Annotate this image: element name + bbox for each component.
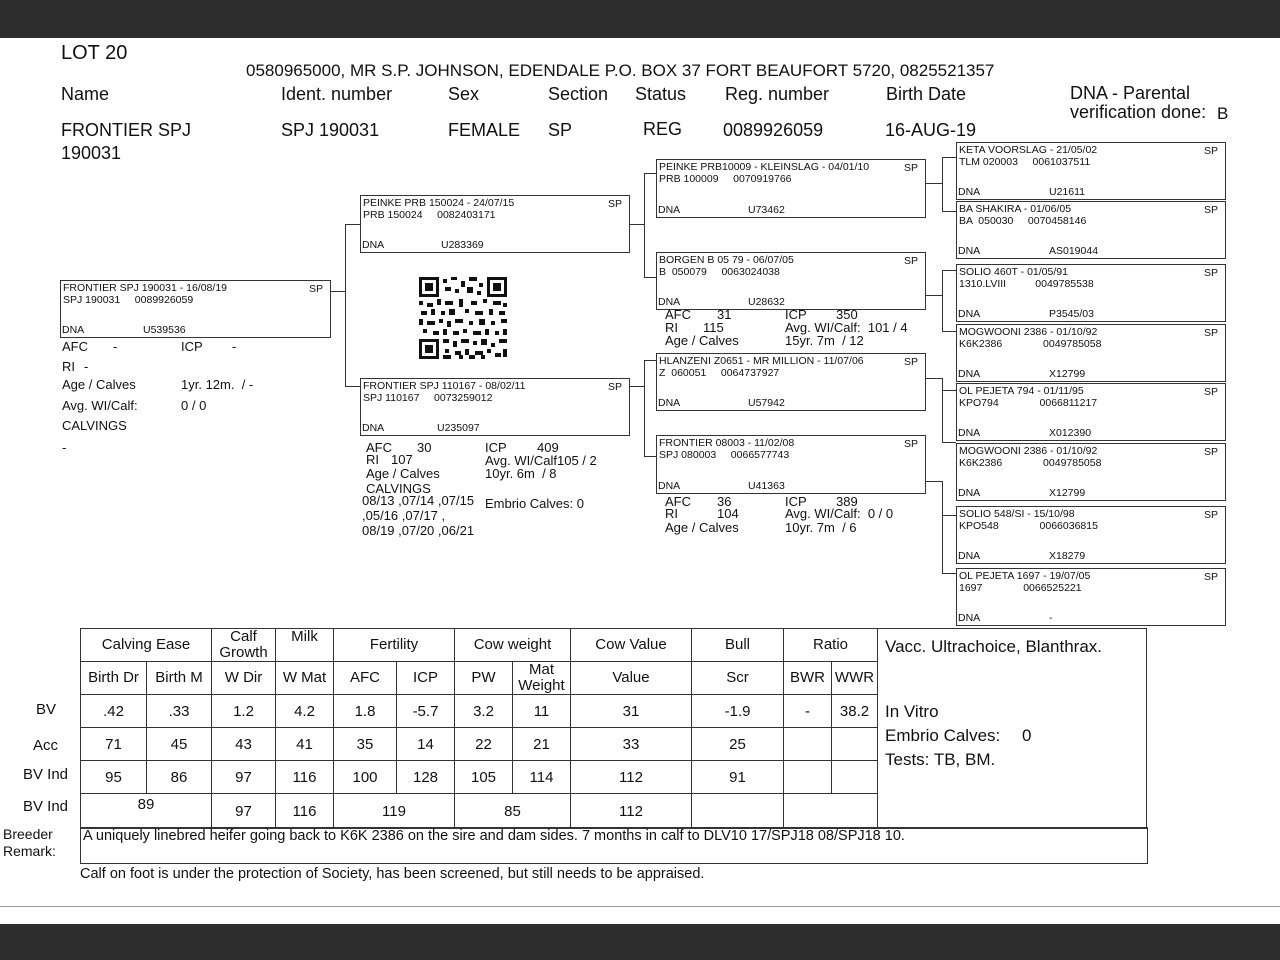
dam-wi: Avg. WI/Calf105 / 2	[485, 453, 597, 468]
table-cell: 11	[513, 695, 571, 728]
bv-table	[80, 628, 878, 829]
dd-age-value: 10yr. 7m / 6	[785, 520, 857, 535]
table-cell: 35	[334, 728, 397, 761]
pedigree-dd-dna-label: DNA	[658, 480, 681, 492]
table-cell: 21	[513, 728, 571, 761]
lot-title: LOT 20	[61, 42, 128, 64]
col-header: AFC	[334, 662, 397, 695]
g3-dna-value: AS019044	[1049, 245, 1099, 257]
table-cell: 33	[571, 728, 692, 761]
g3-reg: KPO794 0066811217	[959, 397, 1098, 409]
g3-dna-label: DNA	[958, 186, 981, 198]
group-header: Cow Value	[571, 629, 692, 662]
dam-age-value: 10yr. 6m / 8	[485, 466, 557, 481]
col-header: W Mat	[276, 662, 334, 695]
header-dna-2: verification done:	[1070, 102, 1207, 122]
animal-sex: FEMALE	[448, 120, 521, 140]
pedigree-ds-reg: Z 060051 0064737927	[659, 367, 780, 379]
g3-sp: SP	[1203, 204, 1218, 216]
self-age-label: Age / Calves	[62, 377, 136, 392]
g3-reg: KPO548 0066036815	[959, 520, 1098, 532]
pedigree-ds-head: HLANZENI Z0651 - MR MILLION - 11/07/06	[659, 355, 864, 367]
table-row-acc	[81, 728, 878, 761]
g3-sp: SP	[1203, 145, 1218, 157]
col-header: Scr	[692, 662, 784, 695]
table-cell: .33	[147, 695, 212, 728]
pedigree-ss-box	[656, 159, 926, 218]
pedigree-ss-head: PEINKE PRB10009 - KLEINSLAG - 04/01/10	[659, 161, 870, 173]
header-section: Section	[548, 84, 609, 104]
pedigree-dd-box	[656, 435, 926, 494]
group-header: Cow weight	[455, 629, 571, 662]
pedigree-self-head: FRONTIER SPJ 190031 - 16/08/19	[63, 282, 227, 294]
pedigree-g3-box	[956, 506, 1226, 564]
table-cell	[692, 794, 784, 829]
self-afc-value: -	[113, 339, 118, 354]
table-cell: 14	[397, 728, 455, 761]
sd-afc-label: AFC	[665, 307, 691, 322]
pedigree-g3-box	[956, 142, 1226, 200]
col-header: PW	[455, 662, 513, 695]
dd-ri-label: RI	[665, 506, 678, 521]
col-header: BWR	[784, 662, 832, 695]
table-group-row	[81, 629, 878, 662]
pedigree-sire-reg: PRB 150024 0082403171	[363, 209, 496, 221]
pedigree-sire-sp: SP	[607, 198, 622, 210]
table-cell: 112	[571, 794, 692, 829]
g3-sp: SP	[1203, 267, 1218, 279]
self-wi-value: 0 / 0	[181, 398, 207, 413]
self-age-value: 1yr. 12m. / -	[181, 377, 254, 392]
g3-head: MOGWOONI 2386 - 01/10/92	[959, 326, 1098, 338]
header-birth: Birth Date	[886, 84, 967, 104]
table-cell: 97	[212, 761, 276, 794]
dd-icp-value: 389	[836, 494, 858, 509]
dam-age-label: Age / Calves	[366, 466, 440, 481]
col-header: Birth Dr	[81, 662, 147, 695]
table-cell	[784, 728, 832, 761]
table-cell: 91	[692, 761, 784, 794]
pedigree-ds-dna-value: U57942	[748, 397, 785, 409]
top-bar	[0, 0, 1280, 38]
pedigree-ss-dna-label: DNA	[658, 204, 681, 216]
pedigree-ds-dna-label: DNA	[658, 397, 681, 409]
owner-line: 0580965000, MR S.P. JOHNSON, EDENDALE P.O. BOX 37 FORT BEAUFORT 5720, 0825521357	[246, 61, 995, 80]
group-header: Milk	[276, 629, 334, 662]
g3-dna-label: DNA	[958, 550, 981, 562]
pedigree-dd-head: FRONTIER 08003 - 11/02/08	[659, 437, 795, 449]
g3-sp: SP	[1203, 571, 1218, 583]
dam-embrio: Embrio Calves: 0	[485, 496, 584, 511]
pedigree-dd-dna-value: U41363	[748, 480, 785, 492]
g3-reg: TLM 020003 0061037511	[959, 156, 1091, 168]
self-icp-label: ICP	[181, 339, 203, 354]
pedigree-dam-sp: SP	[607, 381, 622, 393]
sd-icp-value: 350	[836, 307, 858, 322]
pedigree-sd-head: BORGEN B 05 79 - 06/07/05	[659, 254, 794, 266]
self-ri-value: -	[84, 359, 89, 374]
table-cell: 86	[147, 761, 212, 794]
table-cell: 89	[81, 794, 212, 829]
dd-afc-value: 36	[717, 494, 732, 509]
dam-calvings-3: 08/19 ,07/20 ,06/21	[362, 523, 475, 538]
dam-calvings-1: 08/13 ,07/14 ,07/15	[362, 493, 475, 508]
pedigree-ds-sp: SP	[903, 356, 918, 368]
table-cell	[784, 794, 878, 829]
row-label-bv: BV	[36, 701, 57, 718]
table-cell: 31	[571, 695, 692, 728]
table-cell: 22	[455, 728, 513, 761]
animal-reg: 0089926059	[723, 120, 824, 140]
self-wi-label: Avg. WI/Calf:	[62, 398, 138, 413]
g3-reg: BA 050030 0070458146	[959, 215, 1087, 227]
table-cell: 112	[571, 761, 692, 794]
bottom-bar	[0, 924, 1280, 960]
dam-afc-label: AFC	[366, 440, 392, 455]
g3-head: MOGWOONI 2386 - 01/10/92	[959, 445, 1098, 457]
table-cell: 119	[334, 794, 455, 829]
pedigree-dam-box	[360, 378, 630, 436]
pedigree-g3-box	[956, 201, 1226, 259]
g3-sp: SP	[1203, 386, 1218, 398]
table-cell: 116	[276, 761, 334, 794]
group-header: Ratio	[784, 629, 878, 662]
dam-calvings-label: CALVINGS	[366, 481, 431, 496]
sd-age-label: Age / Calves	[665, 333, 739, 348]
g3-dna-label: DNA	[958, 427, 981, 439]
group-header: Bull	[692, 629, 784, 662]
animal-birth: 16-AUG-19	[885, 120, 977, 140]
sd-age-value: 15yr. 7m / 12	[785, 333, 864, 348]
table-cell: 1.2	[212, 695, 276, 728]
pedigree-g3-box	[956, 264, 1226, 322]
col-header: W Dir	[212, 662, 276, 695]
g3-sp: SP	[1203, 446, 1218, 458]
g3-head: SOLIO 548/SI - 15/10/98	[959, 508, 1075, 520]
col-header: Value	[571, 662, 692, 695]
pedigree-g3-box	[956, 568, 1226, 626]
table-row-bv	[81, 695, 878, 728]
qr-code	[419, 277, 507, 359]
col-header: Birth M	[147, 662, 212, 695]
pedigree-dd-reg: SPJ 080003 0066577743	[659, 449, 790, 461]
g3-reg: K6K2386 0049785058	[959, 457, 1102, 469]
table-cell: 105	[455, 761, 513, 794]
pedigree-ss-dna-value: U73462	[748, 204, 785, 216]
g3-dna-label: DNA	[958, 368, 981, 380]
dam-icp-label: ICP	[485, 440, 507, 455]
notes-vacc: Vacc. Ultrachoice, Blanthrax.	[885, 637, 1102, 656]
pedigree-g3-box	[956, 324, 1226, 382]
pedigree-sd-sp: SP	[903, 255, 918, 267]
table-cell: 128	[397, 761, 455, 794]
sd-afc-value: 31	[717, 307, 732, 322]
pedigree-sd-dna-value: U28632	[748, 296, 785, 308]
animal-dna-flag: B	[1217, 104, 1229, 123]
self-afc-label: AFC	[62, 339, 88, 354]
pedigree-self-dna-value: U539536	[143, 324, 186, 336]
table-cell: 71	[81, 728, 147, 761]
pedigree-sd-dna-label: DNA	[658, 296, 681, 308]
pedigree-self-box	[60, 280, 331, 338]
animal-status: REG	[643, 119, 683, 139]
dam-icp-value: 409	[537, 440, 559, 455]
self-calvings-value: -	[62, 440, 67, 455]
row-label-bvind: BV Ind	[23, 766, 69, 783]
g3-dna-value: X12799	[1049, 368, 1086, 380]
animal-name-2: 190031	[61, 143, 122, 163]
footer-rule	[0, 906, 1280, 907]
table-cell	[832, 761, 878, 794]
table-cell: 1.8	[334, 695, 397, 728]
notes-embrio-label: Embrio Calves:	[885, 726, 1001, 745]
g3-dna-value: X12799	[1049, 487, 1086, 499]
row-label-acc: Acc	[33, 737, 59, 754]
dd-icp-label: ICP	[785, 494, 807, 509]
g3-reg: 1697 0066525221	[959, 582, 1082, 594]
table-cell: 43	[212, 728, 276, 761]
table-cell: 3.2	[455, 695, 513, 728]
table-cell: 41	[276, 728, 334, 761]
dam-ri-value: 107	[391, 452, 413, 467]
pedigree-g3-box	[956, 383, 1226, 441]
table-cell	[784, 761, 832, 794]
group-header: Calving Ease	[81, 629, 212, 662]
table-cell: 45	[147, 728, 212, 761]
g3-dna-label: DNA	[958, 487, 981, 499]
table-cell: 100	[334, 761, 397, 794]
g3-dna-value: X18279	[1049, 550, 1086, 562]
notes-panel	[878, 628, 1147, 829]
g3-dna-value: X012390	[1049, 427, 1092, 439]
pedigree-dam-dna-value: U235097	[437, 422, 480, 434]
dam-afc-value: 30	[417, 440, 432, 455]
table-cell: -1.9	[692, 695, 784, 728]
sd-ri-value: 115	[703, 320, 724, 335]
g3-dna-label: DNA	[958, 245, 981, 257]
pedigree-sire-head: PEINKE PRB 150024 - 24/07/15	[363, 197, 515, 209]
g3-sp: SP	[1203, 327, 1218, 339]
g3-dna-label: DNA	[958, 612, 981, 624]
pedigree-dam-reg: SPJ 110167 0073259012	[363, 392, 493, 404]
g3-head: OL PEJETA 794 - 01/11/95	[959, 385, 1084, 397]
table-cell: 95	[81, 761, 147, 794]
sd-icp-label: ICP	[785, 307, 807, 322]
pedigree-dam-dna-label: DNA	[362, 422, 385, 434]
dd-ri-value: 104	[717, 506, 739, 521]
header-status: Status	[635, 84, 687, 104]
animal-ident: SPJ 190031	[281, 120, 380, 140]
table-cell: 85	[455, 794, 571, 829]
g3-head: OL PEJETA 1697 - 19/07/05	[959, 570, 1091, 582]
dd-afc-label: AFC	[665, 494, 691, 509]
self-icp-value: -	[232, 339, 237, 354]
pedigree-ds-box	[656, 353, 926, 411]
pedigree-g3-box	[956, 443, 1226, 501]
notes-embrio-value: 0	[1022, 726, 1032, 745]
table-row-bvind	[81, 761, 878, 794]
animal-name-1: FRONTIER SPJ	[61, 120, 192, 140]
table-cell: 97	[212, 794, 276, 829]
table-col-row	[81, 662, 878, 695]
table-cell: 25	[692, 728, 784, 761]
dd-wi: Avg. WI/Calf: 0 / 0	[785, 506, 894, 521]
self-ri-label: RI	[62, 359, 75, 374]
col-header: WWR	[832, 662, 878, 695]
g3-sp: SP	[1203, 509, 1218, 521]
pedigree-sd-box	[656, 252, 926, 310]
table-cell: -	[784, 695, 832, 728]
g3-dna-label: DNA	[958, 308, 981, 320]
table-cell: 116	[276, 794, 334, 829]
self-calvings-label: CALVINGS	[62, 418, 127, 433]
table-cell	[832, 728, 878, 761]
footer-note: Calf on foot is under the protection of Society, has been screened, but still needs to be appraised.	[80, 866, 705, 882]
pedigree-self-dna-label: DNA	[62, 324, 85, 336]
pedigree-ss-sp: SP	[903, 162, 918, 174]
table-cell: -5.7	[397, 695, 455, 728]
g3-reg: 1310.LVIII 0049785538	[959, 278, 1094, 290]
table-cell: 38.2	[832, 695, 878, 728]
table-row-bvind-2	[81, 794, 878, 829]
group-header: Fertility	[334, 629, 455, 662]
row-label-bvind-2: BV Ind	[23, 798, 69, 815]
g3-head: KETA VOORSLAG - 21/05/02	[959, 144, 1098, 156]
pedigree-self-reg: SPJ 190031 0089926059	[63, 294, 194, 306]
pedigree-sire-box	[360, 195, 630, 253]
sd-wi: Avg. WI/Calf: 101 / 4	[785, 320, 908, 335]
pedigree-dd-sp: SP	[903, 438, 918, 450]
col-header: Mat Weight	[513, 662, 571, 695]
pedigree-dam-head: FRONTIER SPJ 110167 - 08/02/11	[363, 380, 526, 392]
pedigree-sire-dna-value: U283369	[441, 239, 484, 251]
pedigree-sd-reg: B 050079 0063024038	[659, 266, 780, 278]
breeder-remark-text: A uniquely linebred heifer going back to K6K 2386 on the sire and dam sides. 7 months in calf to DLV10 17/SPJ18 08/SPJ18 10.	[83, 828, 905, 844]
g3-reg: K6K2386 0049785058	[959, 338, 1102, 350]
header-ident: Ident. number	[281, 84, 393, 104]
breeder-remark-label: Breeder Remark:	[3, 826, 56, 859]
g3-dna-value: -	[1049, 612, 1053, 624]
table-cell: 4.2	[276, 695, 334, 728]
animal-section: SP	[548, 120, 573, 140]
header-name: Name	[61, 84, 110, 104]
dam-ri-label: RI	[366, 452, 379, 467]
header-dna-1: DNA - Parental	[1070, 83, 1191, 103]
dd-age-label: Age / Calves	[665, 520, 739, 535]
pedigree-sire-dna-label: DNA	[362, 239, 385, 251]
dam-calvings-2: ,05/16 ,07/17 ,	[362, 508, 446, 523]
sd-ri-label: RI	[665, 320, 678, 335]
pedigree-self-sp: SP	[308, 283, 323, 295]
g3-dna-value: U21611	[1049, 186, 1086, 198]
col-header: ICP	[397, 662, 455, 695]
table-cell: 114	[513, 761, 571, 794]
notes-invitro: In Vitro	[885, 702, 939, 721]
header-reg: Reg. number	[725, 84, 830, 104]
group-header: Calf Growth	[212, 629, 276, 662]
notes-tests: Tests: TB, BM.	[885, 750, 996, 769]
pedigree-ss-reg: PRB 100009 0070919766	[659, 173, 792, 185]
breeder-remark-box	[80, 827, 1148, 864]
table-cell: .42	[81, 695, 147, 728]
header-sex: Sex	[448, 84, 480, 104]
g3-head: SOLIO 460T - 01/05/91	[959, 266, 1068, 278]
g3-dna-value: P3545/03	[1049, 308, 1094, 320]
g3-head: BA SHAKIRA - 01/06/05	[959, 203, 1072, 215]
